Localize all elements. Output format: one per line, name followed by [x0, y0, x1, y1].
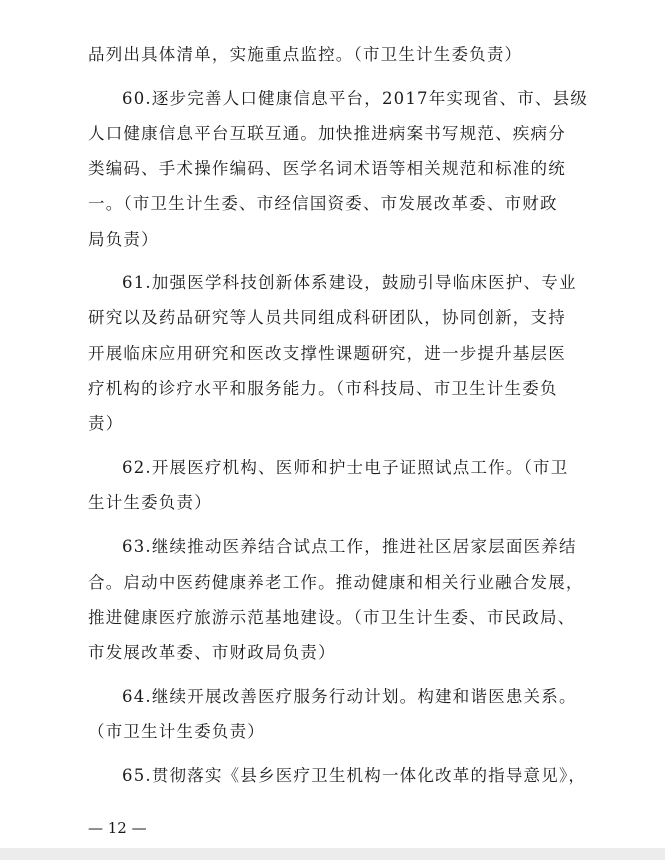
page-bottom-strip [0, 848, 665, 860]
text-line: 60.逐步完善人口健康信息平台，2017年实现省、市、县级 [122, 89, 589, 108]
page-number: — 12 — [88, 819, 147, 837]
text-line: 局负责） [88, 230, 159, 249]
text-line: 人口健康信息平台互联互通。加快推进病案书写规范、疾病分 [88, 124, 566, 143]
text-line: 研究以及药品研究等人员共同组成科研团队，协同创新，支持 [88, 308, 566, 327]
text-line: 疗机构的诊疗水平和服务能力。（市科技局、市卫生计生委负 [88, 379, 558, 398]
text-line: 62.开展医疗机构、医师和护士电子证照试点工作。（市卫 [122, 458, 569, 477]
text-line: 生计生委负责） [88, 493, 212, 512]
text-line: 61.加强医学科技创新体系建设，鼓励引导临床医护、专业 [122, 273, 577, 292]
text-line: 一。（市卫生计生委、市经信国资委、市发展改革委、市财政 [88, 194, 558, 213]
text-line: 63.继续推动医养结合试点工作，推进社区居家层面医养结 [122, 537, 577, 556]
text-line: 类编码、手术操作编码、医学名词术语等相关规范和标准的统 [88, 159, 566, 178]
text-line: 开展临床应用研究和医改支撑性课题研究，进一步提升基层医 [88, 344, 566, 363]
text-line: 推进健康医疗旅游示范基地建设。（市卫生计生委、市民政局、 [88, 608, 576, 627]
text-line: 65.贯彻落实《县乡医疗卫生机构一体化改革的指导意见》， [122, 766, 587, 785]
text-line: 合。启动中医药健康养老工作。推动健康和相关行业融合发展， [88, 573, 584, 592]
text-line: 品列出具体清单，实施重点监控。（市卫生计生委负责） [88, 45, 523, 64]
text-line: 责） [88, 414, 124, 433]
text-line: 市发展改革委、市财政局负责） [88, 643, 336, 662]
text-line: 64.继续开展改善医疗服务行动计划。构建和谐医患关系。 [122, 687, 577, 706]
text-line: （市卫生计生委负责） [88, 722, 265, 741]
